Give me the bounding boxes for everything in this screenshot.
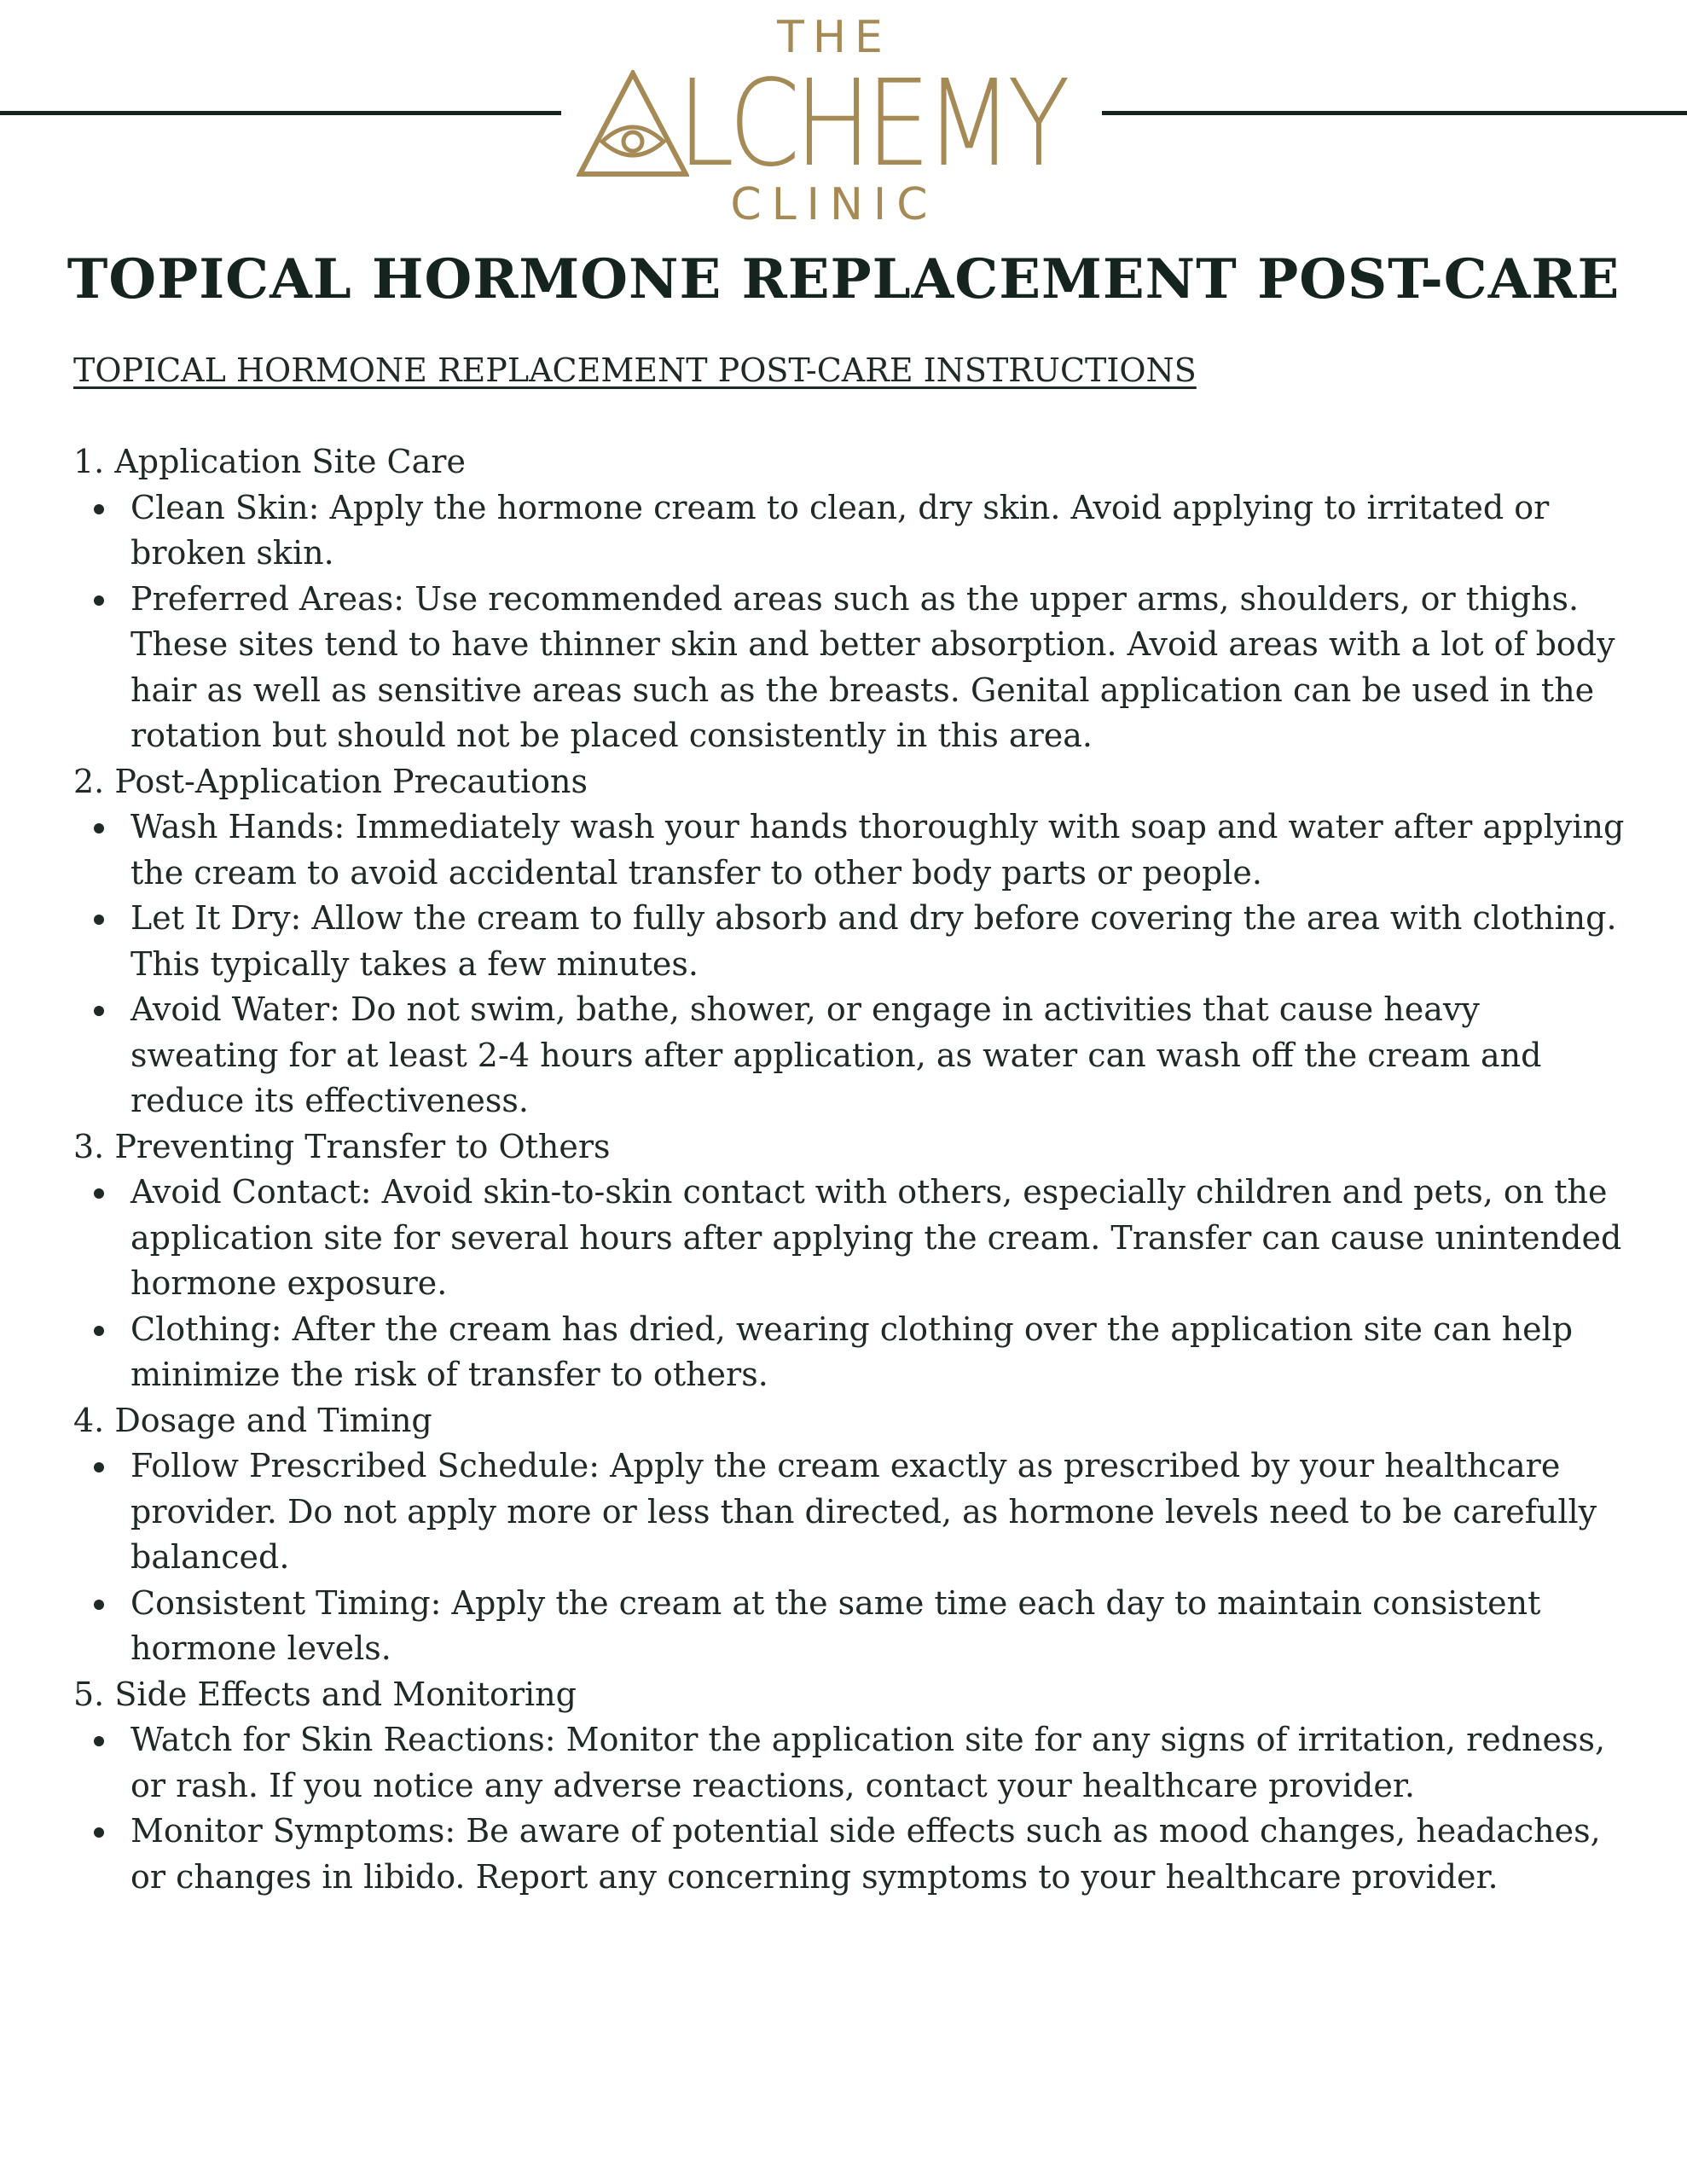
bullet-list (73, 1443, 1626, 1672)
list-item (73, 1307, 1626, 1398)
alchemy-clinic-logo (570, 12, 1099, 230)
list-item (73, 1581, 1626, 1672)
bullet-dot-icon (94, 1326, 104, 1336)
section (73, 759, 1626, 1124)
bullet-dot-icon (94, 1006, 104, 1016)
list-item (73, 804, 1626, 896)
list-item (73, 1717, 1626, 1809)
section-heading: 1. Application Site Care (73, 443, 466, 480)
instructions-subtitle: TOPICAL HORMONE REPLACEMENT POST-CARE INSTRUCTIONS (73, 351, 1197, 389)
section-heading: 3. Preventing Transfer to Others (73, 1127, 611, 1165)
list-item-text: Preferred Areas: Use recommended areas such as the upper arms, shoulders, or thighs. These sites tend to have thinner skin and better absorption. Avoid areas with a lot of body hair as well as sensitive areas such as the breasts. Genital application can be used in the rotation but should not be placed consistently in this area. (130, 579, 1615, 754)
bullet-list (73, 804, 1626, 1124)
list-item-text: Clothing: After the cream has dried, wearing clothing over the application site can help minimize the risk of transfer to others. (130, 1310, 1574, 1393)
bullet-list (73, 1170, 1626, 1398)
section (73, 1398, 1626, 1672)
bullet-dot-icon (94, 1188, 104, 1199)
section-heading: 2. Post-Application Precautions (73, 762, 588, 800)
section (73, 1672, 1626, 1901)
bullet-dot-icon (94, 1827, 104, 1838)
header-rule-left (0, 111, 561, 115)
list-item-text: Clean Skin: Apply the hormone cream to clean, dry skin. Avoid applying to irritated or broken skin. (130, 488, 1550, 572)
logo-clinic-text: CLINIC (730, 179, 938, 230)
bullet-dot-icon (94, 504, 104, 514)
logo-wordmark: LCHEMY (677, 55, 1064, 194)
list-item (73, 896, 1626, 987)
section (73, 439, 1626, 759)
bullet-dot-icon (94, 823, 104, 834)
list-item (73, 1170, 1626, 1307)
list-item (73, 1443, 1626, 1581)
page-header (0, 0, 1687, 239)
bullet-dot-icon (94, 1600, 104, 1610)
list-item (73, 485, 1626, 577)
list-item-text: Avoid Water: Do not swim, bathe, shower, or engage in activities that cause heavy sweating for at least 2-4 hours after application, as water can wash off the cream and reduce its effectiveness. (130, 990, 1542, 1119)
list-item-text: Avoid Contact: Avoid skin-to-skin contact with others, especially children and pets, on the application site for several hours after applying the cream. Transfer can cause unintended hormone exposure. (130, 1173, 1622, 1302)
list-item-text: Watch for Skin Reactions: Monitor the application site for any signs of irritation, redness, or rash. If you notice any adverse reactions, contact your healthcare provider. (130, 1721, 1606, 1804)
section-heading: 4. Dosage and Timing (73, 1401, 432, 1439)
triangle-eye-icon (577, 70, 689, 177)
list-item (73, 987, 1626, 1124)
document-body (73, 348, 1626, 1900)
bullet-dot-icon (94, 1736, 104, 1746)
document-title: TOPICAL HORMONE REPLACEMENT POST-CARE (67, 247, 1620, 311)
list-item-text: Follow Prescribed Schedule: Apply the cream exactly as prescribed by your healthcare provider. Do not apply more or less than directed, as hormone levels need to be carefully balanced. (130, 1447, 1597, 1576)
list-item (73, 1809, 1626, 1900)
bullet-dot-icon (94, 1462, 104, 1472)
list-item (73, 577, 1626, 759)
list-item-text: Wash Hands: Immediately wash your hands thoroughly with soap and water after applying the cream to avoid accidental transfer to other body parts or people. (130, 808, 1625, 892)
header-rule-right (1102, 111, 1687, 115)
bullet-list (73, 485, 1626, 759)
sections-list (73, 439, 1626, 1900)
list-item-text: Consistent Timing: Apply the cream at the same time each day to maintain consistent hormone levels. (130, 1583, 1541, 1667)
section-heading: 5. Side Effects and Monitoring (73, 1675, 577, 1713)
bullet-dot-icon (94, 915, 104, 925)
bullet-list (73, 1717, 1626, 1900)
bullet-dot-icon (94, 595, 104, 606)
section (73, 1124, 1626, 1398)
list-item-text: Let It Dry: Allow the cream to fully absorb and dry before covering the area with clothing. This typically takes a few minutes. (130, 899, 1617, 983)
logo-the-text: THE (777, 12, 891, 63)
list-item-text: Monitor Symptoms: Be aware of potential side effects such as mood changes, headaches, or changes in libido. Report any concerning symptoms to your healthcare provider. (130, 1812, 1601, 1896)
